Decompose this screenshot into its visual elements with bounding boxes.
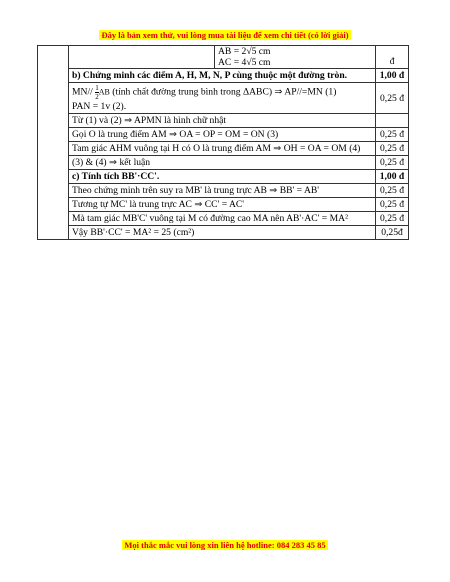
part-c-row-4-content: Vậy BB'·CC' = MA² = 25 (cm²)	[69, 226, 376, 240]
part-b-row-2	[38, 114, 409, 128]
hotline-text: Mọi thắc mắc vui lòng xin liên hệ hotline: 084 283 45 85	[124, 540, 326, 550]
part-b-header	[38, 69, 409, 83]
half-fraction: $\frac{1}{2}$	[95, 84, 99, 102]
part-c-row-4-score: 0,25đ	[376, 226, 409, 240]
part-b-row-1-content	[69, 83, 376, 114]
part-b-row-1	[38, 83, 409, 114]
mn-parallel-text: MN//	[72, 86, 93, 98]
top-row-score: đ	[376, 46, 409, 69]
part-b-title: b) Chứng minh các điểm A, H, M, N, P cùng thuộc một đường tròn.	[69, 69, 376, 83]
question-number-cell	[38, 46, 69, 240]
part-b-row-5	[38, 156, 409, 170]
ac-value: AC = 4√5 cm	[218, 57, 271, 69]
part-b-row-1-score: 0,25 đ	[376, 83, 409, 114]
part-b-score: 1,00 đ	[376, 69, 409, 83]
part-b-row-4-score: 0,25 đ	[376, 142, 409, 156]
preview-notice-banner	[0, 25, 450, 43]
part-b-row-2-content: Từ (1) và (2) ⇒ APMN là hình chữ nhật	[69, 114, 376, 128]
preview-notice-text: Đây là bản xem thử, vui lòng mua tài liệu để xem chi tiết (có lời giải)	[101, 30, 349, 40]
part-c-row-4	[38, 226, 409, 240]
part-c-row-1-content: Theo chứng minh trên suy ra MB' là trung trực AB ⇒ BB' = AB'	[69, 184, 376, 198]
midline-reason: (tính chất đường trung bình trong ΔABC) ⇒ AP//=MN (1)	[112, 86, 337, 98]
part-c-row-1-score: 0,25 đ	[376, 184, 409, 198]
angle-pan-text: PAN = 1v (2).	[72, 101, 127, 113]
part-b-row-3	[38, 128, 409, 142]
part-c-row-3	[38, 212, 409, 226]
part-c-row-2	[38, 198, 409, 212]
top-row	[38, 46, 409, 69]
part-b-row-4-content: Tam giác AHM vuông tại H có O là trung điểm AM ⇒ OH = OA = OM (4)	[69, 142, 376, 156]
part-c-row-3-score: 0,25 đ	[376, 212, 409, 226]
part-c-row-1	[38, 184, 409, 198]
part-c-title: c) Tính tích BB'·CC'.	[69, 170, 376, 184]
part-c-score: 1,00 đ	[376, 170, 409, 184]
part-c-row-2-content: Tương tự MC' là trung trực AC ⇒ CC' = AC'	[69, 198, 376, 212]
part-c-header	[38, 170, 409, 184]
part-b-row-3-content: Gọi O là trung điểm AM ⇒ OA = OP = OM = ON (3)	[69, 128, 376, 142]
solution-table	[37, 45, 409, 240]
part-c-row-2-score: 0,25 đ	[376, 198, 409, 212]
part-b-row-5-content: (3) & (4) ⇒ kết luận	[69, 156, 376, 170]
part-b-row-5-score: 0,25 đ	[376, 156, 409, 170]
part-c-row-3-content: Mà tam giác MB'C' vuông tại M có đường cao MA nên AB'·AC' = MA²	[69, 212, 376, 226]
part-b-row-2-score	[376, 114, 409, 128]
ab-label: AB	[98, 87, 110, 97]
hotline-footer	[0, 535, 450, 553]
part-b-row-3-score: 0,25 đ	[376, 128, 409, 142]
ab-ac-values	[214, 46, 375, 68]
top-row-content	[69, 46, 376, 69]
ab-value: AB = 2√5 cm	[218, 46, 271, 57]
part-b-row-4	[38, 142, 409, 156]
